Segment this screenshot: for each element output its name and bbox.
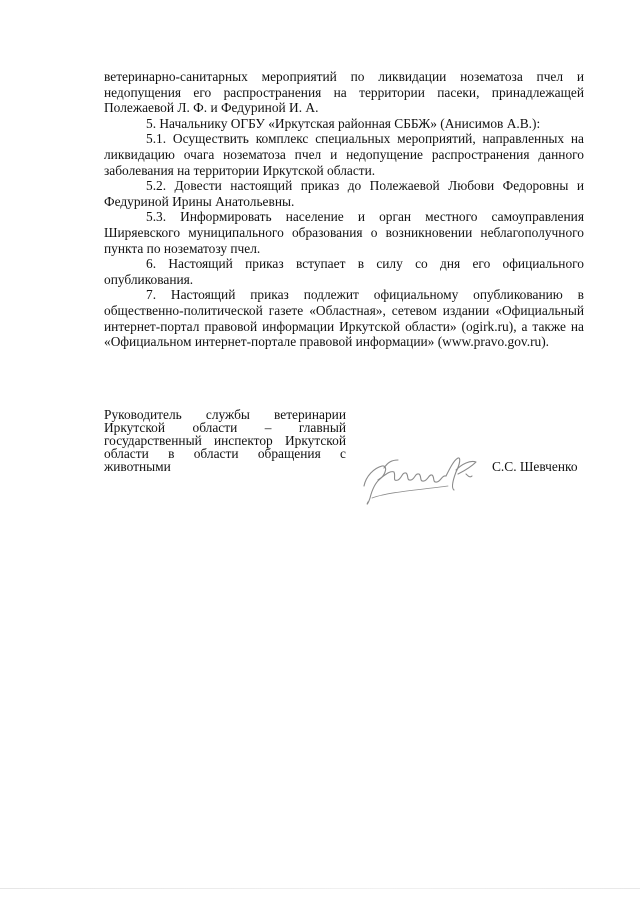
paragraph-item-5-3: 5.3. Информировать население и орган местного самоуправления Ширяевского муниципального образования о возникновении неблагополучного пункта по нозематозу пчел. (104, 209, 584, 256)
signatory-name: С.С. Шевченко (492, 459, 578, 474)
paragraph-item-5: 5. Начальнику ОГБУ «Иркутская районная СББЖ» (Анисимов А.В.): (146, 115, 541, 131)
document-body (104, 69, 584, 350)
paragraph-item-5-2: 5.2. Довести настоящий приказ до Полежаевой Любови Федоровны и Федуриной Ирины Анатольевны. (104, 178, 584, 209)
paragraph-item-7: 7. Настоящий приказ подлежит официальному опубликованию в общественно-политической газете «Областная», сетевом издании «Официальный интернет-портал правовой информации Иркутской области» (ogirk.ru), а также на «Официальном интернет-портале правовой информации» (www.pravo.gov.ru). (104, 287, 584, 350)
page-bottom-edge (0, 888, 640, 889)
paragraph-item-6: 6. Настоящий приказ вступает в силу со дня его официального опубликования. (104, 256, 584, 287)
paragraph-item-5-1: 5.1. Осуществить комплекс специальных мероприятий, направленных на ликвидацию очага нозематоза пчел и недопущение распространения данного заболевания на территории Иркутской области. (104, 131, 584, 178)
paragraph-continuation: ветеринарно-санитарных мероприятий по ликвидации нозематоза пчел и недопущения его распространения на территории пасеки, принадлежащей Полежаевой Л. Ф. и Федуриной И. А. (104, 69, 584, 116)
handwritten-signature (358, 446, 498, 510)
signatory-position: Руководитель службы ветеринарии Иркутской области – главный государственный инспектор Иркутской области в области обращения с животными (104, 407, 346, 474)
